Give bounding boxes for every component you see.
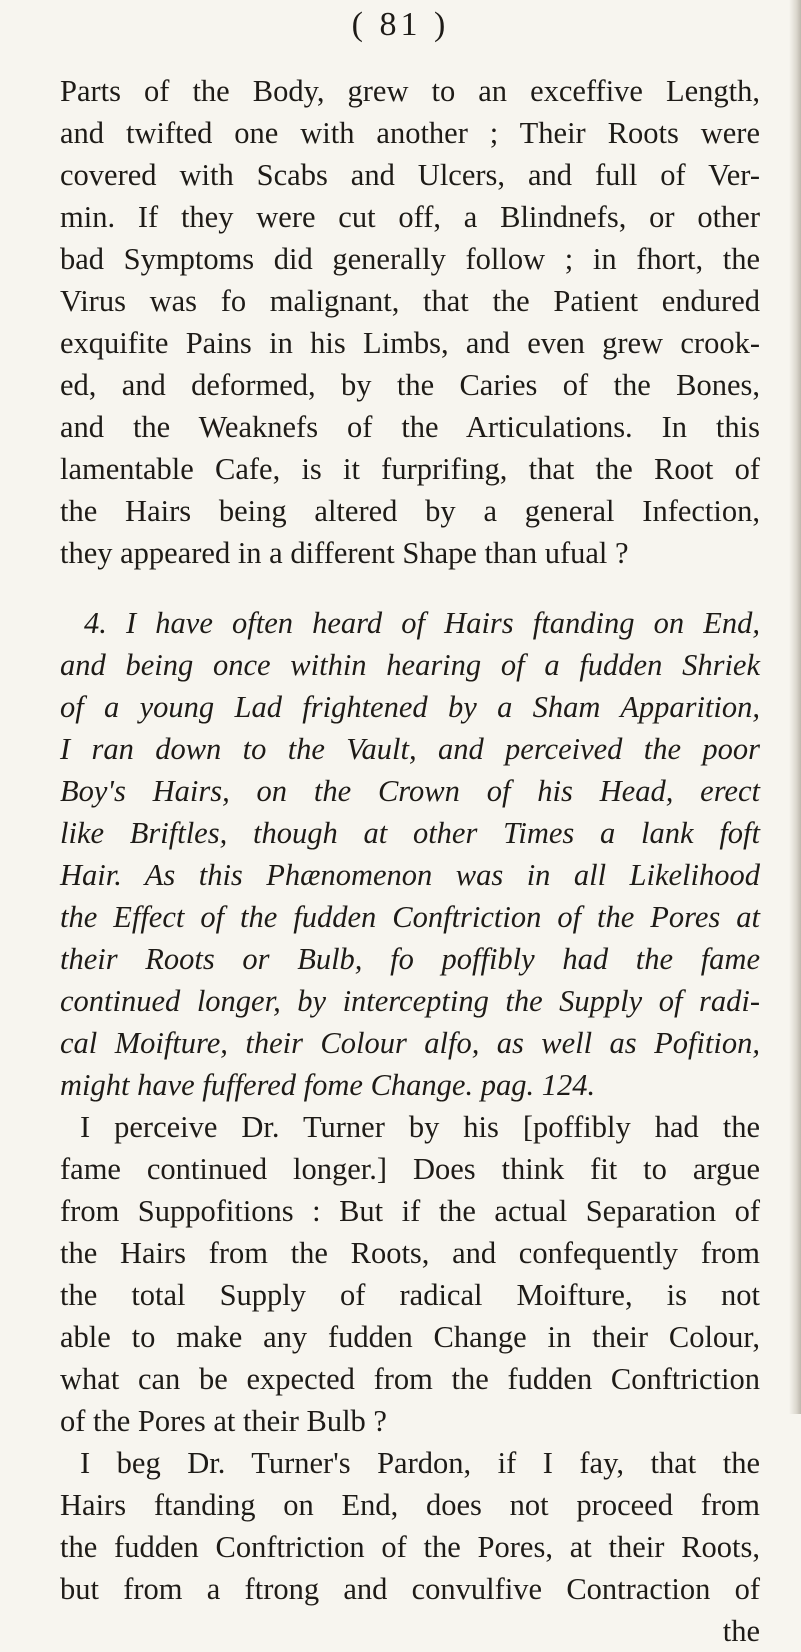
- body-text: [60, 70, 760, 1652]
- text-line: Hairs ftanding on End, does not proceed from: [60, 1488, 760, 1522]
- catchword: the: [722, 1614, 760, 1648]
- text-line-italic: I ran down to the Vault, and perceived the poor: [60, 732, 760, 766]
- text-line-italic: might have fuffered fome Change. pag. 124.: [60, 1068, 596, 1102]
- text-line: of the Pores at their Bulb ?: [60, 1404, 387, 1438]
- text-line: min. If they were cut off, a Blindnefs, or other: [60, 200, 760, 234]
- text-line: able to make any fudden Change in their Colour,: [60, 1320, 760, 1354]
- text-line: from Suppofitions : But if the actual Separation of: [60, 1194, 760, 1228]
- text-line-italic: 4. I have often heard of Hairs ftanding on End,: [84, 606, 760, 640]
- text-line: what can be expected from the fudden Conftriction: [60, 1362, 760, 1396]
- text-line: the total Supply of radical Moifture, is not: [60, 1278, 760, 1312]
- page-edge-shadow: [789, 0, 801, 1414]
- text-line-italic: and being once within hearing of a fudden Shriek: [60, 648, 760, 682]
- text-line-italic: Boy's Hairs, on the Crown of his Head, erect: [60, 774, 760, 808]
- page-number: ( 81 ): [351, 6, 450, 43]
- text-line: lamentable Cafe, is it furprifing, that the Root of: [60, 452, 760, 486]
- text-line: Parts of the Body, grew to an exceffive Length,: [60, 74, 760, 108]
- text-line: ed, and deformed, by the Caries of the Bones,: [60, 368, 760, 402]
- text-line: the Hairs from the Roots, and confequently from: [60, 1236, 760, 1270]
- text-line: they appeared in a different Shape than ufual ?: [60, 536, 629, 570]
- text-line: and the Weaknefs of the Articulations. In this: [60, 410, 760, 444]
- text-line: Virus was fo malignant, that the Patient endured: [60, 284, 760, 318]
- text-line: and twifted one with another ; Their Roots were: [60, 116, 760, 150]
- text-line: but from a ftrong and convulfive Contraction of: [60, 1572, 760, 1606]
- paragraph-gap: [60, 574, 760, 602]
- text-line-italic: continued longer, by intercepting the Supply of radi-: [60, 984, 760, 1018]
- text-line: exquifite Pains in his Limbs, and even grew crook-: [60, 326, 760, 360]
- text-line: the Hairs being altered by a general Infection,: [60, 494, 760, 528]
- text-line-italic: the Effect of the fudden Conftriction of the Pores at: [60, 900, 760, 934]
- text-line: bad Symptoms did generally follow ; in fhort, the: [60, 242, 760, 276]
- text-line-italic: of a young Lad frightened by a Sham Apparition,: [60, 690, 760, 724]
- text-line-italic: their Roots or Bulb, fo poffibly had the fame: [60, 942, 760, 976]
- text-line-italic: like Briftles, though at other Times a lank foft: [60, 816, 760, 850]
- text-line-italic: Hair. As this Phænomenon was in all Likelihood: [60, 858, 760, 892]
- text-line: I beg Dr. Turner's Pardon, if I fay, that the: [80, 1446, 760, 1480]
- text-line: covered with Scabs and Ulcers, and full of Ver-: [60, 158, 760, 192]
- text-line-italic: cal Moifture, their Colour alfo, as well as Pofition,: [60, 1026, 760, 1060]
- text-line: the fudden Conftriction of the Pores, at their Roots,: [60, 1530, 760, 1564]
- text-line: I perceive Dr. Turner by his [poffibly had the: [80, 1110, 760, 1144]
- text-line: fame continued longer.] Does think fit to argue: [60, 1152, 760, 1186]
